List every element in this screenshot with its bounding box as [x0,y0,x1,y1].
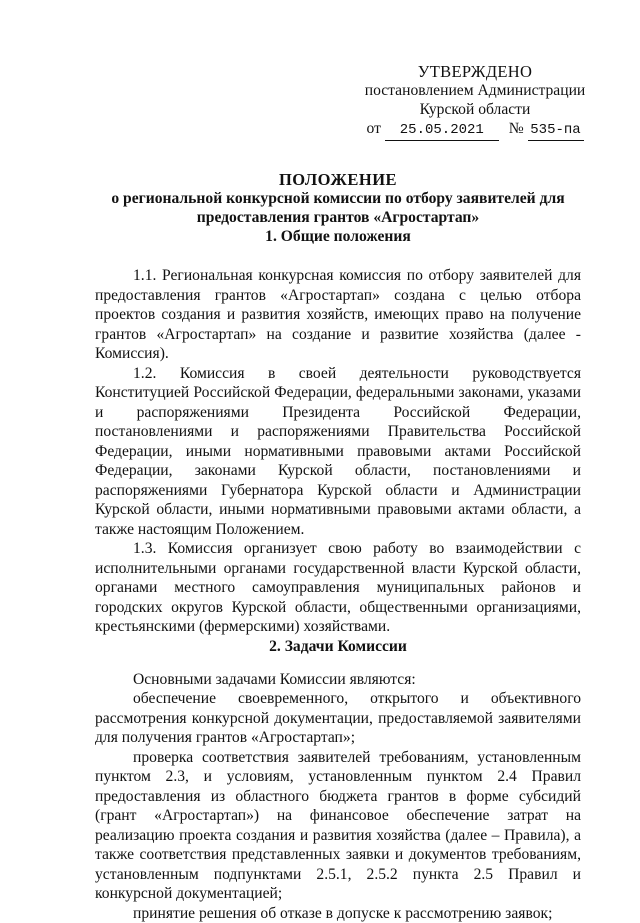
section-2-heading: 2. Задачи Комиссии [95,637,581,656]
document-title [95,170,581,227]
section-1-paragraphs [95,266,581,637]
approval-date-line [360,119,590,141]
paragraph-1-3: 1.3. Комиссия организует свою работу во взаимодействии с исполнительными органами государственной власти Курской области, органами местного самоуправления муниципальных районов и городских округов Курской области, общественными организациями, крестьянскими (фермерскими) хозяйствами. [95,539,581,637]
approval-line-2: Курской области [360,100,590,119]
approval-line-1: постановлением Администрации [360,81,590,100]
approval-date: 25.05.2021 [385,121,499,141]
paragraph-2-task-3: принятие решения об отказе в допуске к рассмотрению заявок; [95,904,581,923]
approval-number: 535-па [528,121,584,141]
approval-stamp-block [360,62,590,141]
title-main: ПОЛОЖЕНИЕ [95,170,581,189]
document-body [95,170,581,923]
number-label: № [509,120,524,137]
paragraph-1-2: 1.2. Комиссия в своей деятельности руководствуется Конституцией Российской Федерации, федеральными законами, указами и распоряжениями Президента Российской Федерации, постановлениями и распоряжениями Правительства Российской Федерации, иными нормативными правовыми актами Российской Федерации, законами Курской области, постановлениями и распоряжениями Губернатора Курской области и Администрации Курской области, иными нормативными правовыми актами области, а также настоящим Положением. [95,364,581,540]
section-2-paragraphs [95,670,581,923]
paragraph-2-task-1: обеспечение своевременного, открытого и объективного рассмотрения конкурсной документации, предоставляемой заявителями для получения грантов «Агростартап»; [95,689,581,748]
title-subtitle: о региональной конкурсной комиссии по отбору заявителей для предоставления грантов «Агростартап» [95,189,581,227]
approved-heading: УТВЕРЖДЕНО [360,62,590,81]
paragraph-2-intro: Основными задачами Комиссии являются: [95,670,581,690]
paragraph-1-1: 1.1. Региональная конкурсная комиссия по отбору заявителей для предоставления грантов «Агростартап» создана с целью отбора проектов создания и развития хозяйств, имеющих право на получение грантов «Агростартап» на создание и развитие хозяйства (далее - Комиссия). [95,266,581,364]
from-label: от [366,120,380,137]
section-1-heading: 1. Общие положения [95,227,581,246]
paragraph-2-task-2: проверка соответствия заявителей требованиям, установленным пунктом 2.3, и условиям, установленным пунктом 2.4 Правил предоставления из областного бюджета грантов в форме субсидий (грант «Агростартап») на финансовое обеспечение затрат на реализацию проекта создания и развития хозяйства (далее – Правила), а также соответствия представленных заявки и документов требованиям, установленным подпунктами 2.5.1, 2.5.2 пункта 2.5 Правил и конкурсной документацией; [95,748,581,904]
